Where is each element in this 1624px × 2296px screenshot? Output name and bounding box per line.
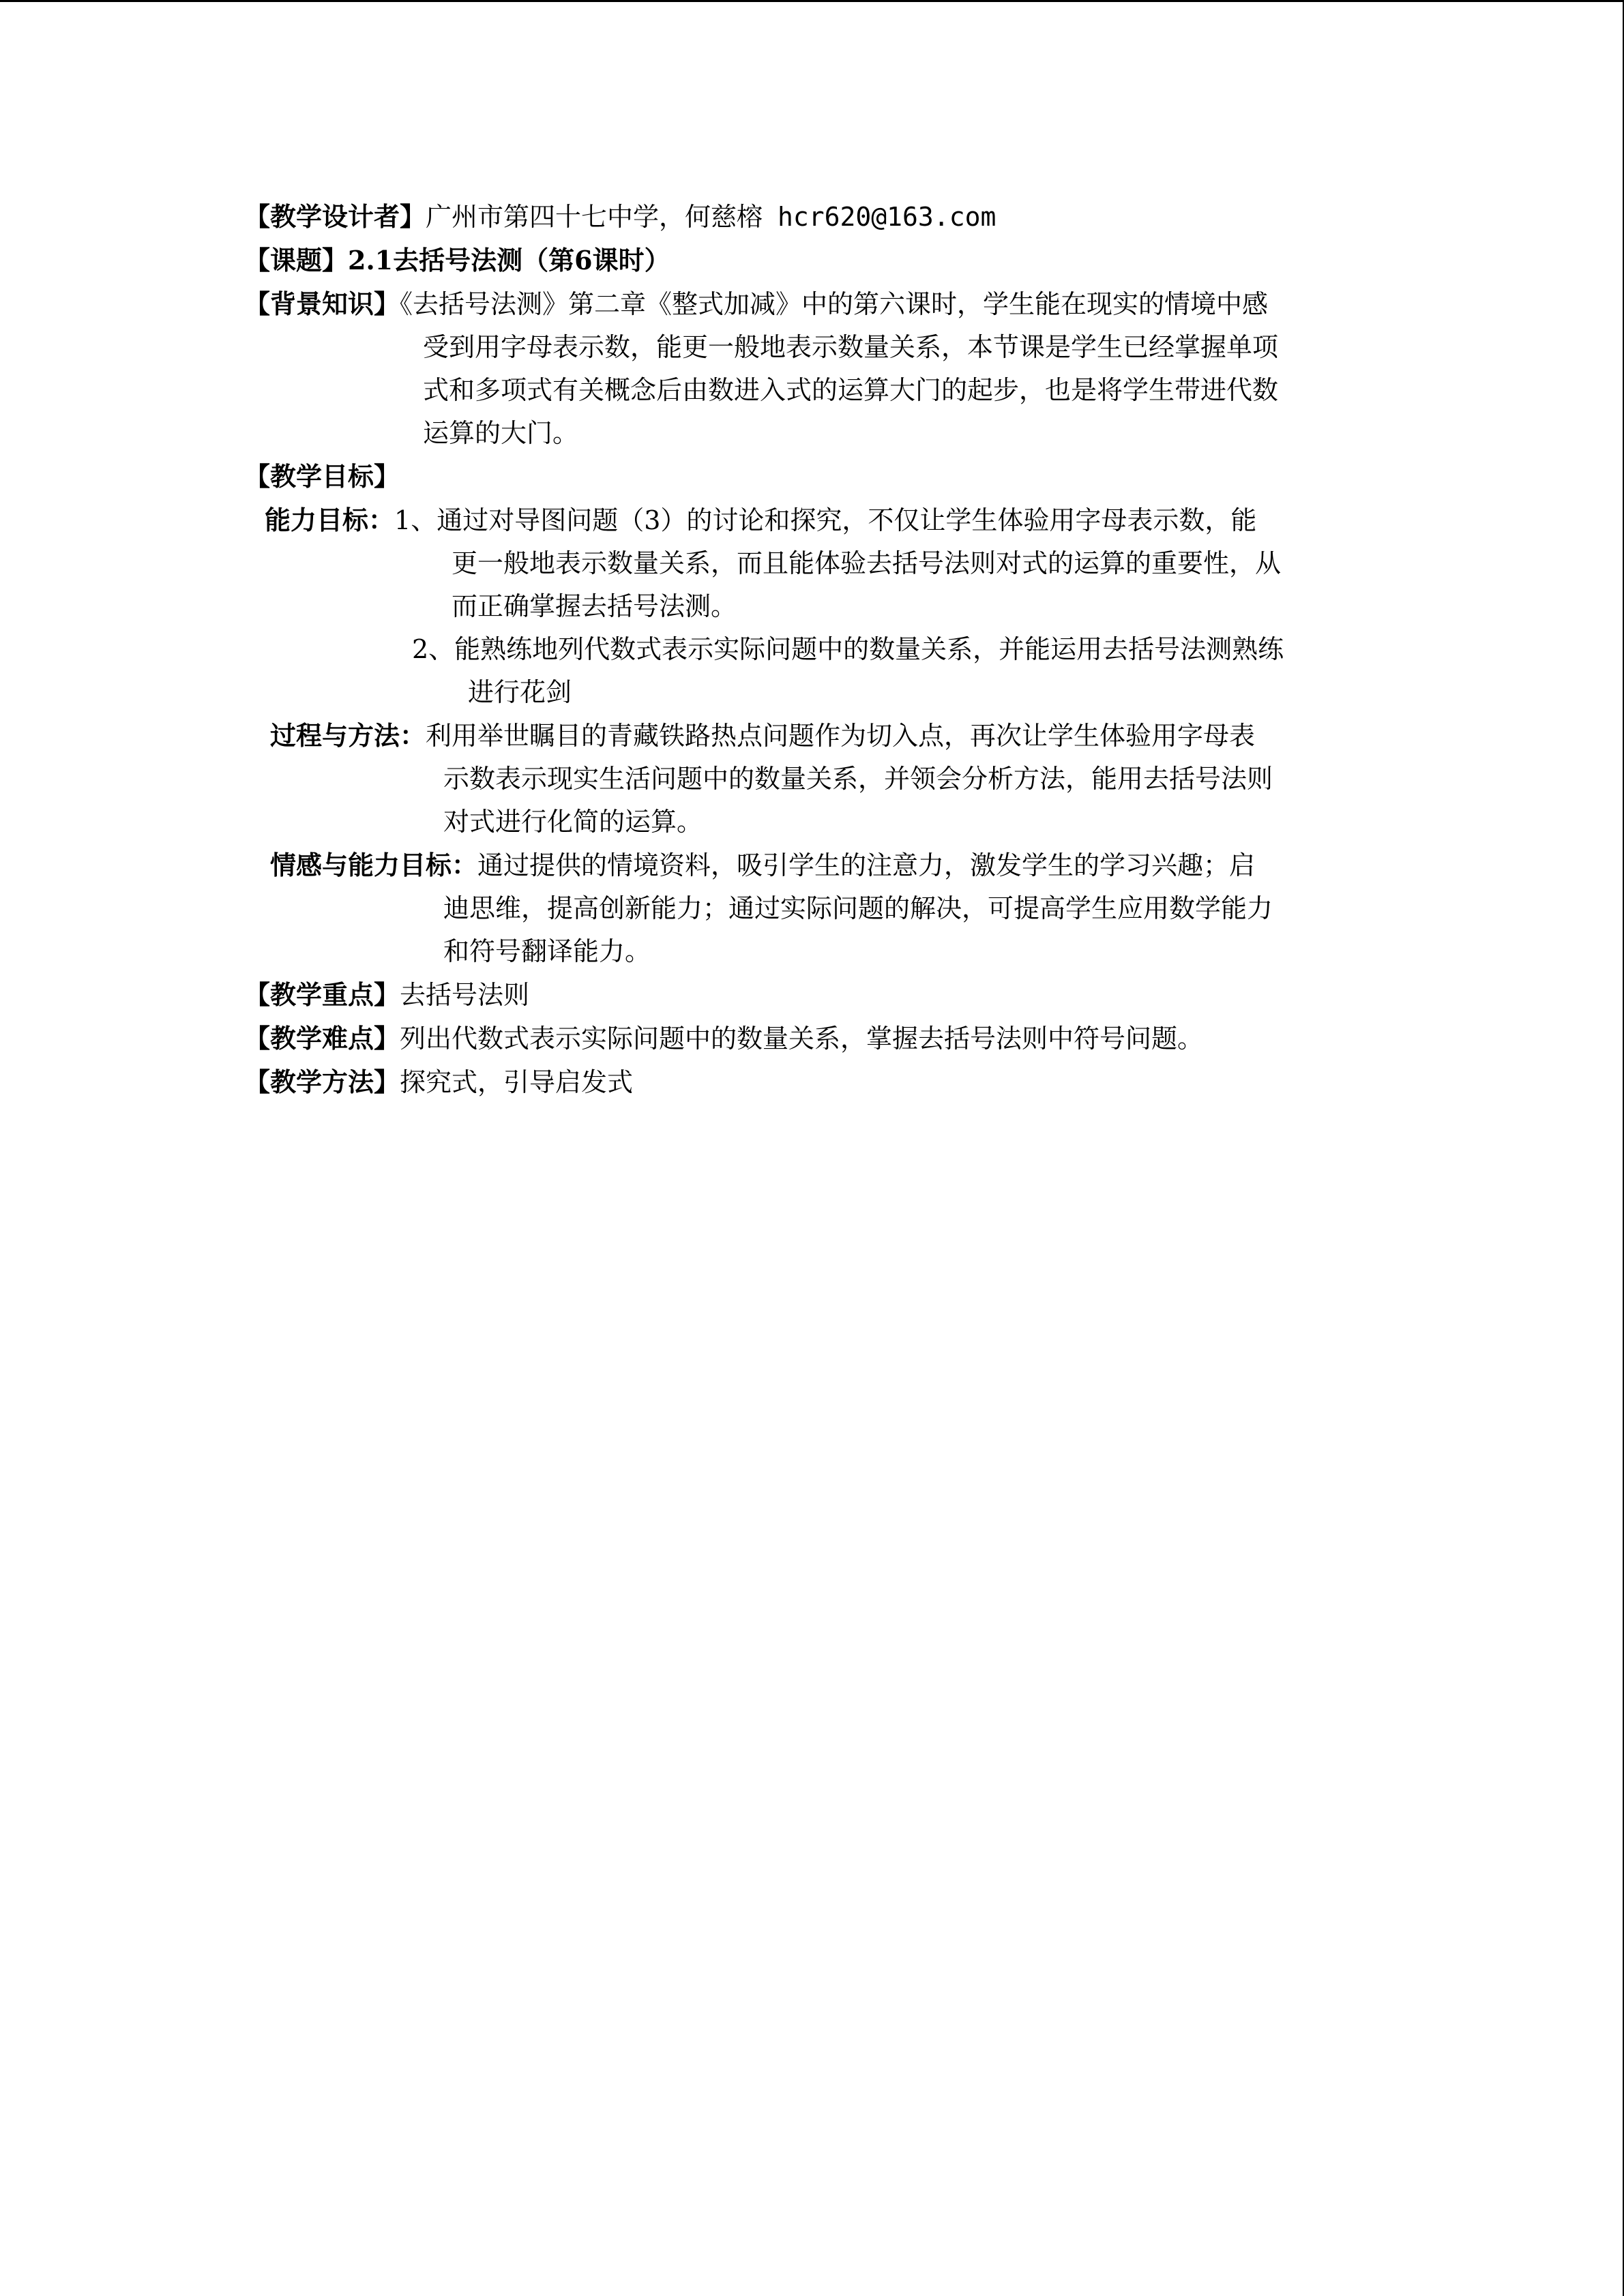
designer-row bbox=[244, 195, 1390, 239]
process-line-3: 对式进行化简的运算。 bbox=[443, 807, 703, 837]
document-body bbox=[244, 195, 1390, 1104]
ability-item1-line-3: 而正确掌握去括号法测。 bbox=[452, 591, 737, 621]
designer-label: 【教学设计者】 bbox=[244, 201, 426, 232]
ability-item2-line-2: 进行花剑 bbox=[468, 677, 572, 707]
background-line-2: 受到用字母表示数，能更一般地表示数量关系，本节课是学生已经掌握单项 bbox=[423, 332, 1279, 362]
key-point-row bbox=[244, 973, 1390, 1017]
difficulty-label: 【教学难点】 bbox=[244, 1023, 400, 1054]
background-row bbox=[244, 282, 1390, 326]
topic-row bbox=[244, 239, 1390, 282]
ability-item1-line-1: 1、通过对导图问题（3）的讨论和探究，不仅让学生体验用字母表示数，能 bbox=[394, 505, 1257, 535]
ability-item1-continuation bbox=[244, 542, 1390, 628]
goals-row bbox=[244, 455, 1390, 498]
ability-item1-line-2: 更一般地表示数量关系，而且能体验去括号法则对式的运算的重要性，从 bbox=[452, 548, 1282, 578]
ability-item2-line-1: 2、能熟练地列代数式表示实际问题中的数量关系，并能运用去括号法测熟练 bbox=[412, 634, 1284, 664]
key-point-label: 【教学重点】 bbox=[244, 979, 400, 1010]
process-row bbox=[244, 714, 1390, 758]
emotion-label: 情感与能力目标： bbox=[270, 850, 478, 880]
goals-label: 【教学目标】 bbox=[244, 461, 400, 492]
emotion-row bbox=[244, 844, 1390, 887]
method-label: 【教学方法】 bbox=[244, 1067, 400, 1097]
method-row bbox=[244, 1060, 1390, 1104]
emotion-continuation bbox=[244, 887, 1390, 973]
process-label: 过程与方法： bbox=[270, 720, 426, 751]
background-line-1: 《去括号法测》第二章《整式加减》中的第六课时，学生能在现实的情境中感 bbox=[400, 289, 1269, 319]
background-continuation bbox=[244, 326, 1390, 455]
process-line-1: 利用举世瞩目的青藏铁路热点问题作为切入点，再次让学生体验用字母表 bbox=[426, 721, 1256, 751]
designer-email: hcr620@163.com bbox=[778, 202, 996, 232]
background-line-3: 式和多项式有关概念后由数进入式的运算大门的起步，也是将学生带进代数 bbox=[423, 375, 1279, 405]
topic-value: 2.1去括号法测（第6课时） bbox=[348, 245, 670, 275]
emotion-line-2: 迪思维，提高创新能力；通过实际问题的解决，可提高学生应用数学能力 bbox=[443, 893, 1273, 923]
method-value: 探究式，引导启发式 bbox=[400, 1067, 634, 1097]
designer-value: 广州市第四十七中学，何慈榕 bbox=[426, 202, 763, 232]
background-line-4: 运算的大门。 bbox=[423, 418, 579, 448]
difficulty-row bbox=[244, 1017, 1390, 1060]
emotion-line-1: 通过提供的情境资料，吸引学生的注意力，激发学生的学习兴趣；启 bbox=[477, 850, 1256, 880]
process-line-2: 示数表示现实生活问题中的数量关系，并领会分析方法，能用去括号法则 bbox=[443, 764, 1273, 794]
ability-item2-row bbox=[244, 628, 1390, 671]
difficulty-value: 列出代数式表示实际问题中的数量关系，掌握去括号法则中符号问题。 bbox=[400, 1024, 1204, 1054]
background-label: 【背景知识】 bbox=[244, 288, 400, 319]
key-point-value: 去括号法则 bbox=[400, 980, 530, 1010]
process-continuation bbox=[244, 758, 1390, 844]
emotion-line-3: 和符号翻译能力。 bbox=[443, 936, 651, 966]
page-top-border bbox=[0, 0, 1624, 2]
ability-item2-continuation bbox=[244, 671, 1390, 714]
topic-label: 【课题】 bbox=[244, 245, 349, 275]
ability-label: 能力目标： bbox=[265, 505, 395, 535]
ability-row bbox=[244, 498, 1390, 542]
